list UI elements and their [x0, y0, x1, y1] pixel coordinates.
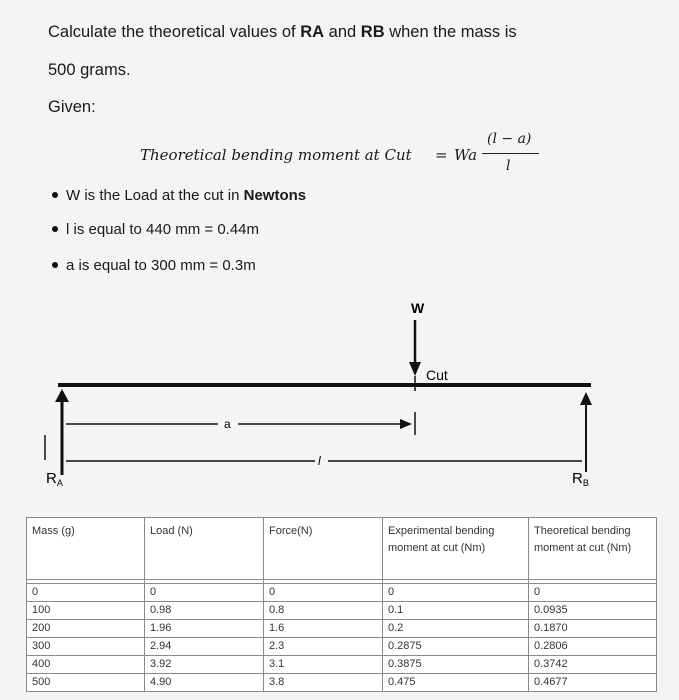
- table-cell: 400: [27, 656, 145, 674]
- table-cell: 1.96: [145, 620, 264, 638]
- bullet-dot-icon: [52, 226, 58, 232]
- a-dim-arrow-head: [400, 419, 412, 429]
- table-cell: 3.1: [264, 656, 383, 674]
- question-text-mid: and: [324, 23, 361, 41]
- table-cell: 0: [383, 584, 529, 602]
- bullet-text: a is equal to 300 mm = 0.3m: [66, 257, 256, 274]
- table-cell: 0.98: [145, 602, 264, 620]
- table-cell: 2.3: [264, 638, 383, 656]
- beam: [58, 383, 591, 387]
- bullet-bold-text: Newtons: [243, 187, 307, 204]
- bullet-text: W is the Load at the cut in: [66, 187, 244, 204]
- header-mass: Mass (g): [27, 518, 145, 580]
- question-line-1: [48, 23, 517, 42]
- rb-label-letter: R: [572, 470, 583, 487]
- table-cell: 0.0935: [529, 602, 657, 620]
- table-cell: 2.94: [145, 638, 264, 656]
- table-cell: 4.90: [145, 674, 264, 692]
- table-cell: 0.4677: [529, 674, 657, 692]
- ra-label-letter: R: [46, 470, 57, 487]
- ra-bold: RA: [300, 23, 325, 41]
- table-row: [27, 638, 657, 656]
- header-load: Load (N): [145, 518, 264, 580]
- table-cell: 3.8: [264, 674, 383, 692]
- header-theoretical-moment: Theoretical bending moment at cut (Nm): [529, 518, 657, 580]
- table-row: [27, 674, 657, 692]
- table-row: [27, 602, 657, 620]
- formula-equals: =: [435, 146, 448, 164]
- bullet-item: [52, 221, 259, 238]
- question-text-pre: Calculate the theoretical values of: [48, 23, 301, 41]
- bullet-text: l is equal to 440 mm = 0.44m: [66, 221, 260, 238]
- question-text-post: when the mass is: [384, 23, 517, 41]
- table-cell: 0.8: [264, 602, 383, 620]
- formula-numerator: (l − a): [487, 131, 532, 147]
- table-cell: 0: [529, 584, 657, 602]
- rb-label-sub: B: [582, 478, 589, 488]
- rb-bold: RB: [360, 23, 385, 41]
- table-cell: 500: [27, 674, 145, 692]
- table-row: [27, 656, 657, 674]
- table-cell: 0.2806: [529, 638, 657, 656]
- a-label: a: [224, 417, 231, 431]
- bullet-item: [52, 187, 306, 204]
- header-experimental-moment: Experimental bending moment at cut (Nm): [383, 518, 529, 580]
- table-cell: 100: [27, 602, 145, 620]
- table-cell: 0.475: [383, 674, 529, 692]
- question-line-2: 500 grams.: [48, 61, 131, 79]
- beam-diagram: [0, 290, 679, 505]
- load-label: W: [411, 300, 425, 316]
- rb-label: [572, 470, 589, 488]
- bullet-dot-icon: [52, 262, 58, 268]
- ra-label-sub: A: [56, 478, 63, 488]
- table-cell: 0.1: [383, 602, 529, 620]
- bullet-dot-icon: [52, 192, 58, 198]
- fraction-bar: [482, 153, 539, 154]
- table-cell: 0.3742: [529, 656, 657, 674]
- table-row: [27, 620, 657, 638]
- rb-arrow-head: [580, 392, 592, 405]
- table-cell: 0.2875: [383, 638, 529, 656]
- results-table: [26, 517, 657, 692]
- table-header-row: [27, 518, 657, 580]
- ra-label: [46, 470, 63, 488]
- load-arrow-head: [409, 362, 421, 376]
- header-force: Force(N): [264, 518, 383, 580]
- table-cell: 0: [27, 584, 145, 602]
- l-label: l: [318, 454, 321, 468]
- table-cell: 3.92: [145, 656, 264, 674]
- bullet-item: [52, 257, 256, 274]
- formula-label: Theoretical bending moment at Cut: [140, 146, 412, 164]
- table-cell: 300: [27, 638, 145, 656]
- table-cell: 0.2: [383, 620, 529, 638]
- table-cell: 1.6: [264, 620, 383, 638]
- ra-arrow-head: [55, 389, 69, 402]
- formula-lhs: Wa: [454, 146, 478, 164]
- table-row: [27, 584, 657, 602]
- cut-label: Cut: [426, 367, 448, 383]
- table-cell: 0: [264, 584, 383, 602]
- table-cell: 0: [145, 584, 264, 602]
- table-cell: 200: [27, 620, 145, 638]
- table-cell: 0.1870: [529, 620, 657, 638]
- formula-denominator: l: [506, 158, 511, 174]
- table-cell: 0.3875: [383, 656, 529, 674]
- given-heading: Given:: [48, 98, 96, 116]
